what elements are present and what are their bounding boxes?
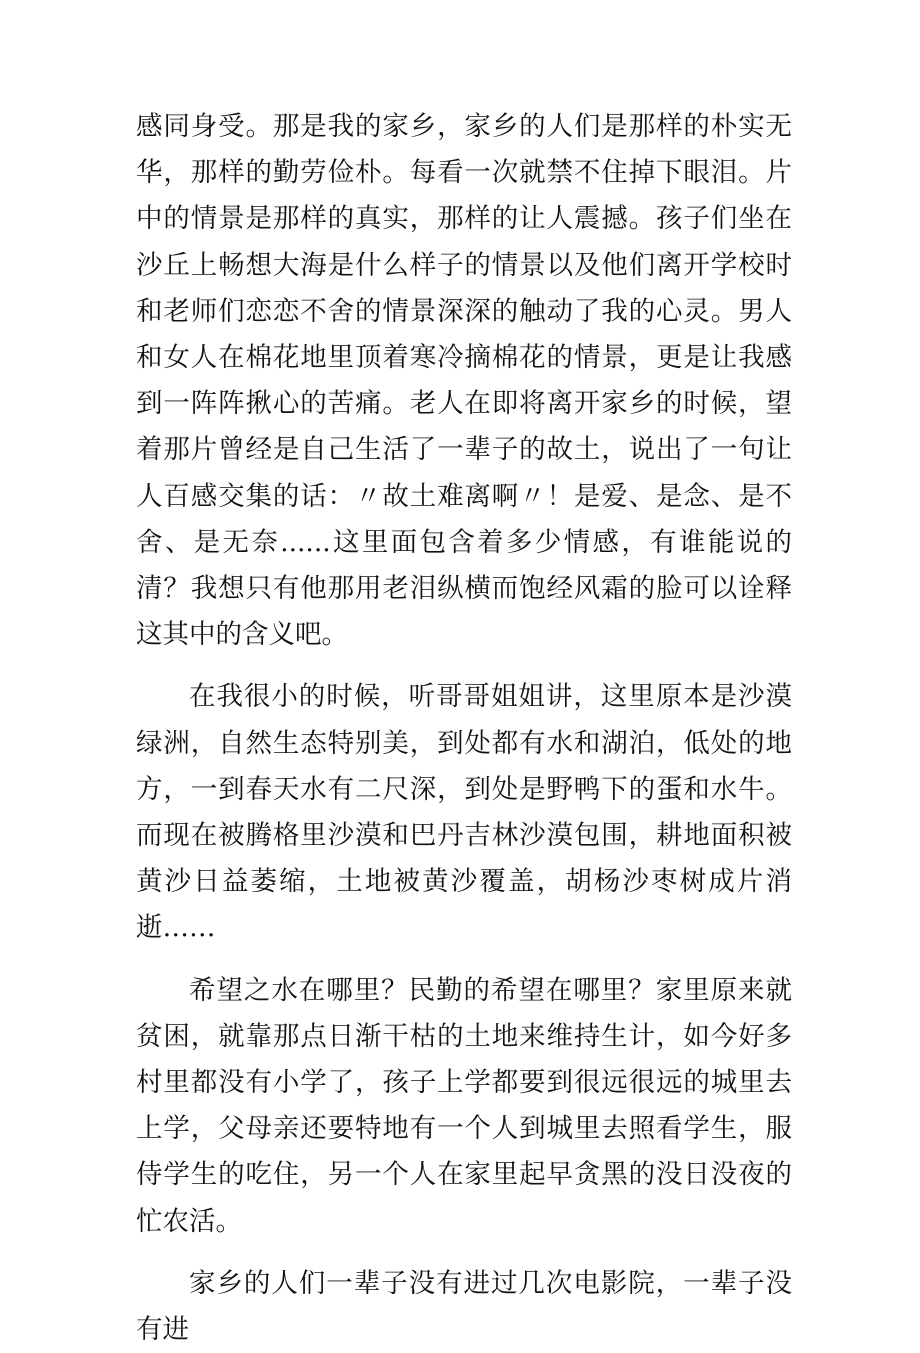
paragraph-3: 希望之水在哪里？民勤的希望在哪里？家里原来就贫困，就靠那点日渐干枯的土地来维持生计，如今好多村里都没有小学了，孩子上学都要到很远很远的城里去上学，父母亲还要特地有一个人到城里去照看学生，服侍学生的吃住，另一个人在家里起早贪黑的没日没夜的忙农活。	[136, 974, 792, 1237]
paragraph-spacer	[136, 1245, 792, 1261]
paragraph-4: 家乡的人们一辈子没有进过几次电影院，一辈子没有进	[136, 1267, 792, 1346]
document-body	[136, 104, 792, 1353]
paragraph-1: 感同身受。那是我的家乡，家乡的人们是那样的朴实无华，那样的勤劳俭朴。每看一次就禁不住掉下眼泪。片中的情景是那样的真实，那样的让人震撼。孩子们坐在沙丘上畅想大海是什么样子的情景以及他们离开学校时和老师们恋恋不舍的情景深深的触动了我的心灵。男人和女人在棉花地里顶着寒冷摘棉花的情景，更是让我感到一阵阵揪心的苦痛。老人在即将离开家乡的时候，望着那片曾经是自己生活了一辈子的故土，说出了一句让人百感交集的话：〃故土难离啊〃！是爱、是念、是不舍、是无奈......这里面包含着多少情感，有谁能说的清？我想只有他那用老泪纵横而饱经风霜的脸可以诠释这其中的含义吧。	[136, 111, 792, 651]
paragraph-spacer	[136, 658, 792, 674]
paragraph-spacer	[136, 952, 792, 968]
paragraph-2: 在我很小的时候，听哥哥姐姐讲，这里原本是沙漠绿洲，自然生态特别美，到处都有水和湖泊，低处的地方，一到春天水有二尺深，到处是野鸭下的蛋和水牛。而现在被腾格里沙漠和巴丹吉林沙漠包围，耕地面积被黄沙日益萎缩，土地被黄沙覆盖，胡杨沙枣树成片消逝……	[136, 681, 792, 944]
